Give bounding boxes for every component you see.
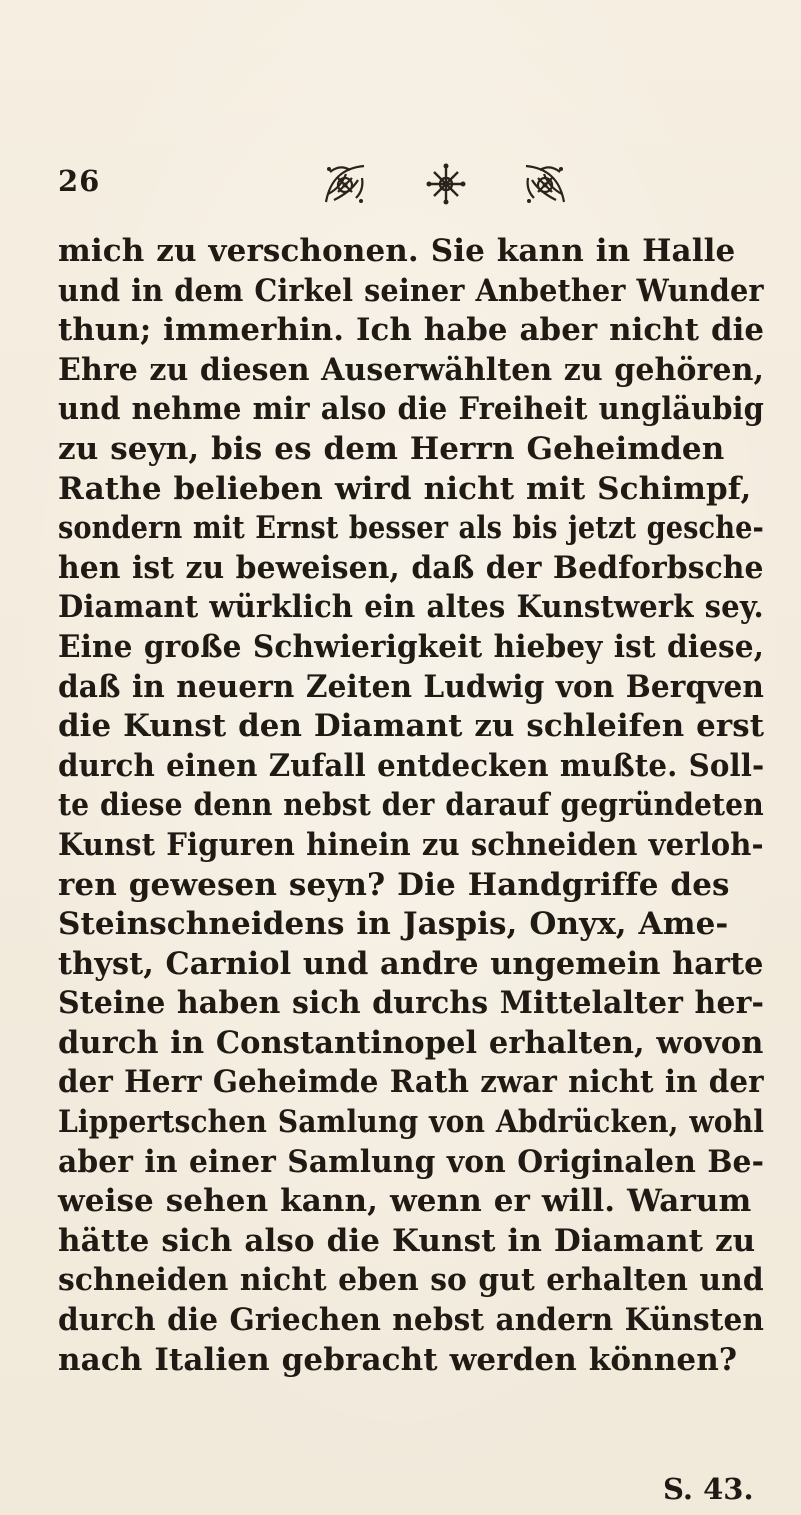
text-line: durch die Griechen nebst andern Künsten <box>58 1302 765 1339</box>
catchword: S. 43. <box>663 1472 754 1506</box>
text-line: durch in Constantinopel erhalten, wovon <box>58 1024 764 1061</box>
text-line: aber in einer Samlung von Originalen Be- <box>58 1143 765 1180</box>
body-text <box>58 232 764 1380</box>
text-line: Eine große Schwierigkeit hiebey ist diese, <box>58 628 765 665</box>
text-line: hen ist zu beweisen, daß der Bedforbsche <box>58 549 764 586</box>
text-line: nach Italien gebracht werden können? <box>58 1341 738 1378</box>
text-line: durch einen Zufall entdecken mußte. Soll- <box>58 747 765 784</box>
header-ornaments <box>298 160 598 208</box>
text-line: zu seyn, bis es dem Herrn Geheimden <box>58 430 725 467</box>
text-line: schneiden nicht eben so gut erhalten und <box>58 1262 764 1299</box>
page-number: 26 <box>58 164 101 198</box>
text-line: Steine haben sich durchs Mittelalter her- <box>58 985 765 1022</box>
page-header <box>58 160 741 210</box>
text-line: Rathe belieben wird nicht mit Schimpf, <box>58 470 752 507</box>
text-line: und in dem Cirkel seiner Anbether Wunder <box>58 272 764 309</box>
text-line: Kunst Figuren hinein zu schneiden verloh- <box>58 826 764 863</box>
text-line: der Herr Geheimde Rath zwar nicht in der <box>58 1064 764 1101</box>
text-line: te diese denn nebst der darauf gegründeten <box>58 787 764 824</box>
text-line: Steinschneidens in Jaspis, Onyx, Ame- <box>58 906 729 943</box>
text-line: die Kunst den Diamant zu schleifen erst <box>58 708 765 745</box>
text-line: thun; immerhin. Ich habe aber nicht die <box>58 312 765 349</box>
text-line: Diamant würklich ein altes Kunstwerk sey. <box>58 589 764 626</box>
text-line: daß in neuern Zeiten Ludwig von Berqven <box>58 668 765 705</box>
text-line: und nehme mir also die Freiheit ungläubig <box>58 391 764 428</box>
text-line: hätte sich also die Kunst in Diamant zu <box>58 1222 756 1259</box>
text-line: sondern mit Ernst besser als bis jetzt gesche- <box>58 510 764 547</box>
floral-ornament-icon <box>320 160 370 208</box>
text-line: thyst, Carniol und andre ungemein harte <box>58 945 764 982</box>
text-line: ren gewesen seyn? Die Handgriffe des <box>58 866 730 903</box>
text-line: mich zu verschonen. Sie kann in Halle <box>58 233 736 269</box>
text-line: Ehre zu diesen Auserwählten zu gehören, <box>58 351 765 388</box>
text-line: Lippertschen Samlung von Abdrücken, wohl <box>58 1104 765 1141</box>
text-line: weise sehen kann, wenn er will. Warum <box>58 1183 752 1220</box>
star-ornament-icon <box>423 160 469 208</box>
floral-ornament-icon <box>520 160 570 208</box>
